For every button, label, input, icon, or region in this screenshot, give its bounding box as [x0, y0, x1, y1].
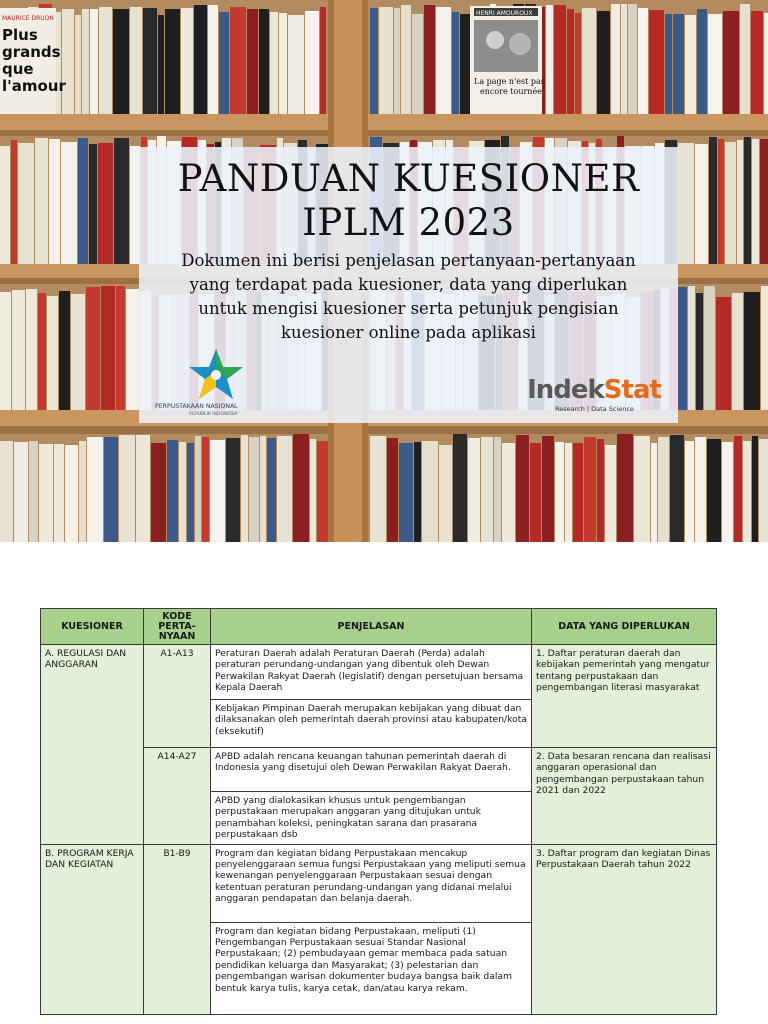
- table-row: [41, 645, 717, 700]
- book-spine: [260, 436, 266, 542]
- data-cell: 3. Daftar program dan kegiatan Dinas Perpustakaan Daerah tahun 2022: [532, 844, 717, 1014]
- book-spine: [158, 15, 164, 114]
- book-spine: [597, 11, 610, 114]
- book-spine: [11, 140, 17, 264]
- book-spine: [723, 11, 739, 114]
- header-kuesioner: KUESIONER: [41, 609, 144, 645]
- book-spine: [0, 292, 11, 410]
- book-spine: [226, 438, 240, 542]
- cover-subtitle-line-3: untuk mengisi kuesioner serta petunjuk pengisian: [198, 299, 619, 318]
- header-data-diperlukan: DATA YANG DIPERLUKAN: [532, 609, 717, 645]
- book-spine: [453, 434, 467, 542]
- book-spine: [116, 286, 125, 410]
- book-spine: [688, 286, 695, 410]
- book-spine: [87, 437, 103, 542]
- cover-subtitle-line-2: yang terdapat pada kuesioner, data yang diperlukan: [189, 275, 628, 294]
- book-spine: [126, 289, 139, 410]
- book-spine: [101, 286, 115, 410]
- book-spine: [317, 441, 329, 542]
- book-spine: [130, 7, 142, 114]
- book-spine: [696, 293, 703, 410]
- star-icon: [185, 347, 247, 403]
- indekstat-tagline: Research | Data Science: [555, 405, 634, 413]
- book-spine: [611, 4, 620, 114]
- book-spine: [597, 439, 604, 542]
- book-spine: [761, 286, 768, 410]
- book-spine: [241, 435, 248, 542]
- data-cell: 1. Daftar peraturan daerah dan kebijakan pemerintah yang mengatur tentang perpustakaan dan pengembangan literasi masyarakat: [532, 645, 717, 748]
- book-spine: [685, 15, 696, 114]
- book-spine: [143, 8, 157, 114]
- book-spine: [752, 436, 758, 542]
- book-spine: [452, 12, 459, 114]
- book-spine: [708, 14, 722, 114]
- book-spine: [414, 442, 421, 542]
- book-spine: [695, 437, 706, 542]
- book-spine: [187, 443, 194, 542]
- book-spine: [678, 143, 694, 264]
- kode-cell: A14-A27: [144, 748, 211, 845]
- book-spine: [89, 144, 97, 264]
- book-spine: [194, 5, 207, 114]
- book-spine: [12, 290, 25, 410]
- book-spine: [412, 14, 423, 114]
- book-spine: [584, 437, 596, 542]
- penjelasan-cell: Kebijakan Pimpinan Daerah merupakan kebijakan yang dibuat dan dilaksanakan oleh pemerintah daerah provinsi atau kabupaten/kota (eksekutif): [211, 700, 532, 748]
- book-spine: [744, 137, 751, 264]
- book-spine: [54, 444, 64, 542]
- svg-text:MAURICE DRUON: MAURICE DRUON: [2, 15, 54, 22]
- book-spine: [293, 434, 309, 542]
- book-spine: [737, 140, 743, 264]
- kuesioner-table: [40, 608, 717, 1015]
- svg-text:l'amour: l'amour: [2, 77, 66, 95]
- book-spine: [90, 9, 98, 114]
- perpusnas-logo: [155, 347, 275, 419]
- book-spine: [113, 9, 129, 114]
- book-spine: [394, 8, 400, 114]
- indekstat-word-1: Indek: [527, 375, 604, 405]
- book-spine: [634, 436, 650, 542]
- book-spine: [759, 439, 768, 542]
- book-spine: [165, 9, 180, 114]
- book-spine: [605, 445, 616, 542]
- svg-text:que: que: [2, 60, 34, 78]
- book-spine: [18, 143, 34, 264]
- book-spine: [249, 437, 259, 542]
- book-spine: [617, 434, 633, 542]
- book-spine: [47, 296, 58, 410]
- book-spine: [764, 13, 768, 114]
- book-spine: [279, 13, 287, 114]
- book-spine: [62, 9, 74, 114]
- book-spine: [530, 443, 541, 542]
- book-spine: [277, 436, 292, 542]
- svg-text:HENRI AMOUROUX: HENRI AMOUROUX: [476, 10, 533, 17]
- book-spine: [401, 5, 411, 114]
- book-spine: [424, 5, 435, 114]
- book-spine: [542, 436, 554, 542]
- book-spine: [516, 435, 529, 542]
- book-spine: [697, 9, 707, 114]
- book-spine: [678, 287, 687, 410]
- header-penjelasan: PENJELASAN: [211, 609, 532, 645]
- book-spine: [39, 444, 53, 542]
- book-spine: [151, 443, 166, 542]
- book-spine: [86, 287, 100, 410]
- book-spine: [439, 445, 452, 542]
- book-spine: [481, 437, 493, 542]
- book-spine: [104, 437, 118, 542]
- cover-subtitle-line-4: kuesioner online pada aplikasi: [281, 323, 536, 342]
- book-spine: [320, 7, 326, 114]
- book-spine: [744, 292, 760, 410]
- book-spine: [673, 14, 684, 114]
- book-spine: [99, 7, 112, 114]
- book-spine: [208, 5, 218, 114]
- penjelasan-cell: APBD adalah rencana keuangan tahunan pemerintah daerah di Indonesia yang disetujui oleh Dewan Perwakilan Rakyat Daerah.: [211, 748, 532, 792]
- book-spine: [638, 8, 648, 114]
- book-spine: [565, 443, 572, 542]
- book-spine: [575, 13, 581, 114]
- indekstat-logo: [519, 375, 669, 419]
- header-kode-pertanyaan: KODE PERTA- NYAAN: [144, 609, 211, 645]
- book-spine: [270, 12, 278, 114]
- book-spine: [181, 8, 193, 114]
- penjelasan-cell: Program dan kegiatan bidang Perpustakaan, meliputi (1) Pengembangan Perpustakaan sesuai Standar Nasional Perpustakaan; (2) pembudayaan gemar membaca pada satuan pendidikan keluarga dan Masyarakat; (3) pelestarian dan pengembangan warisan dokumenter budaya bangsa baik dalam bentuk karya tulis, karya cetak, dan/atau karya rekam.: [211, 922, 532, 1014]
- book-spine: [399, 443, 413, 542]
- book-spine: [59, 291, 70, 410]
- book-spine: [195, 436, 201, 542]
- kode-cell: B1-B9: [144, 844, 211, 1014]
- book-spine: [740, 4, 750, 114]
- book-spine: [734, 436, 742, 542]
- book-spine: [288, 15, 304, 114]
- book-spine: [709, 137, 717, 264]
- svg-text:grands: grands: [2, 43, 61, 61]
- book-spine: [685, 441, 694, 542]
- table-row: [41, 844, 717, 922]
- book-spine: [202, 437, 209, 542]
- book-spine: [267, 438, 276, 542]
- book-spine: [75, 15, 81, 114]
- cover-title-line-2: IPLM 2023: [302, 201, 515, 244]
- book-spine: [567, 9, 574, 114]
- book-spine: [0, 441, 13, 542]
- book-spine: [119, 435, 135, 542]
- book-spine: [305, 11, 319, 114]
- book-spine: [704, 286, 715, 410]
- book-spine: [247, 9, 258, 114]
- perpusnas-subcaption: REPUBLIK INDONESIA: [189, 412, 238, 417]
- book-spine: [370, 8, 378, 114]
- book-spine: [38, 293, 46, 410]
- book-spine: [49, 139, 60, 264]
- book-spine: [555, 442, 564, 542]
- book-spine: [436, 7, 451, 114]
- book-spine: [716, 297, 731, 410]
- book-spine: [649, 10, 664, 114]
- book-spine: [179, 442, 186, 542]
- book-spine: [61, 142, 77, 264]
- book-spine: [494, 437, 501, 542]
- book-spine: [78, 138, 88, 264]
- penjelasan-cell: Program dan kegiatan bidang Perpustakaan mencakup penyelenggaraan semua fungsi Perpustakaan yang meliputi semua kewenangan penyelenggaraan Perpustakaan sesuai dengan ketentuan peraturan perundang-undangan yang didanai melalui anggaran pendapatan dan belanja daerah.: [211, 844, 532, 922]
- book-spine: [26, 289, 37, 410]
- perpusnas-caption: PERPUSTAKAAN NASIONAL: [155, 403, 238, 410]
- book-spine: [725, 142, 736, 264]
- kuesioner-cell: A. REGULASI DAN ANGGARAN: [41, 645, 144, 845]
- book-spine: [468, 438, 480, 542]
- book-spine: [230, 7, 246, 114]
- book-spine: [71, 294, 85, 410]
- book-spine: [310, 439, 316, 542]
- book-spine: [0, 146, 10, 264]
- svg-text:encore tournée: encore tournée: [480, 87, 542, 96]
- book-spine: [422, 441, 438, 542]
- book-spine: [707, 439, 721, 542]
- book-spine: [718, 139, 724, 264]
- book-spine: [370, 436, 386, 542]
- book-spine: [219, 12, 229, 114]
- title-panel: [139, 147, 678, 423]
- book-spine: [554, 5, 566, 114]
- book-spine: [210, 440, 225, 542]
- book-spine: [14, 442, 28, 542]
- book-spine: [722, 442, 733, 542]
- book-spine: [136, 435, 150, 542]
- cover-subtitle-line-1: Dokumen ini berisi penjelasan pertanyaan-pertanyaan: [181, 251, 636, 270]
- book-spine: [65, 445, 78, 542]
- book-spine: [732, 293, 743, 410]
- book-spine: [670, 435, 684, 542]
- book-spine: [743, 441, 751, 542]
- book-spine: [665, 14, 672, 114]
- book-spine: [695, 144, 708, 264]
- penjelasan-cell: APBD yang dialokasikan khusus untuk pengembangan perpustakaan merupakan anggaran yang ditujukan untuk penambahan koleksi, peningkatan sarana dan prasarana perpustakaan dsb: [211, 792, 532, 845]
- svg-text:La page n'est pas: La page n'est pas: [474, 77, 545, 86]
- book-spine: [379, 7, 393, 114]
- book-spine: [546, 5, 553, 114]
- kode-cell: A1-A13: [144, 645, 211, 748]
- book-spine: [167, 440, 178, 542]
- book-spine: [98, 143, 113, 264]
- book-spine: [752, 139, 759, 264]
- book-spine: [29, 441, 38, 542]
- indekstat-word-2: Stat: [603, 375, 661, 405]
- book-spine: [573, 443, 583, 542]
- table-header-row: [41, 609, 717, 645]
- data-cell: 2. Data besaran rencana dan realisasi anggaran operasional dan pengembangan perpustakaan tahun 2021 dan 2022: [532, 748, 717, 845]
- book-spine: [82, 9, 89, 114]
- book-spine: [751, 11, 763, 114]
- book-spine: [259, 9, 269, 114]
- book-spine: [35, 138, 48, 264]
- book-spine: [651, 443, 657, 542]
- book-spine: [621, 4, 627, 114]
- penjelasan-cell: Peraturan Daerah adalah Peraturan Daerah (Perda) adalah peraturan perundang-undangan yang dibentuk oleh Dewan Perwakilan Rakyat Daerah (legislatif) dengan persetujuan bersama Kepala Daerah: [211, 645, 532, 700]
- book-spine: [387, 438, 398, 542]
- book-spine: [760, 139, 768, 264]
- book-spine: [658, 437, 669, 542]
- cover-title-line-1: PANDUAN KUESIONER: [177, 157, 640, 200]
- book-spine: [114, 138, 129, 264]
- book-spine: [628, 4, 637, 114]
- kuesioner-cell: B. PROGRAM KERJA DAN KEGIATAN: [41, 844, 144, 1014]
- book-spine: [582, 8, 596, 114]
- book-spine: [79, 441, 86, 542]
- book-spine: [502, 443, 515, 542]
- svg-text:Plus: Plus: [2, 26, 38, 44]
